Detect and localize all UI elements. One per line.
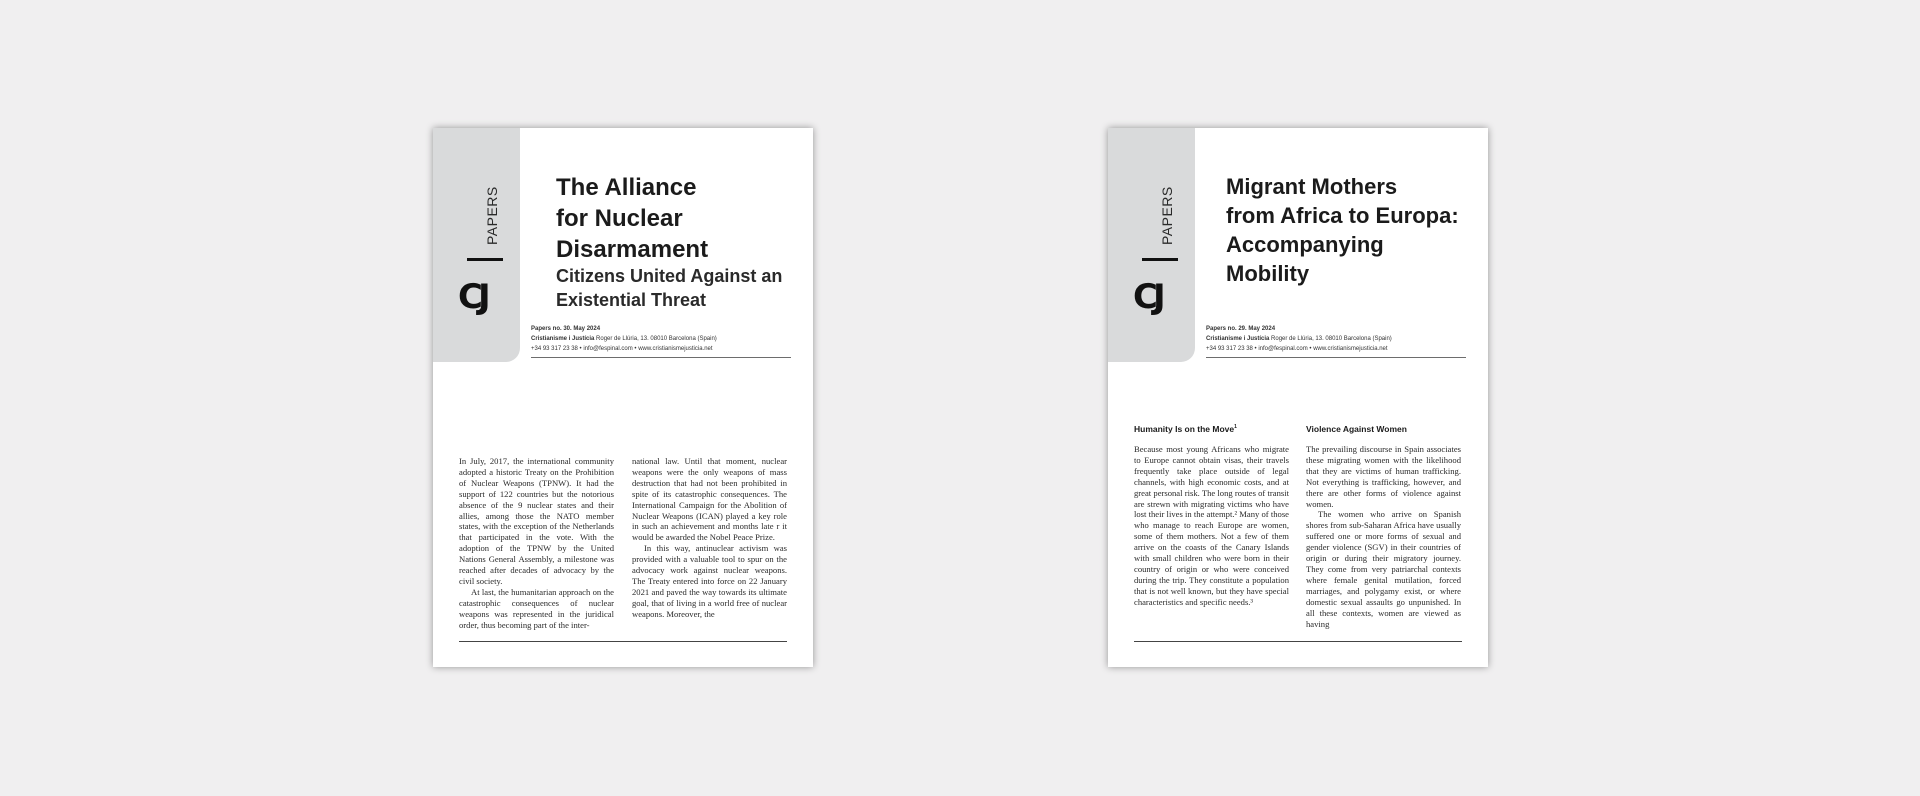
paragraph: national law. Until that moment, nuclear weapons were the only weapons of mass destruction that had not been prohibited in spite of its catastrophic consequences. The International Campaign for the Abolition of Nuclear Weapons (ICAN) played a key role in such an achievement and months late r it would be awarded the Nobel Peace Prize. <box>632 456 787 543</box>
paper-preview-migrant-mothers[interactable] <box>1108 128 1488 667</box>
paragraph: At last, the humanitarian approach on the catastrophic consequences of nuclear weapons was represented in the juridical order, thus becoming part of the inter- <box>459 586 614 630</box>
text-column-left <box>459 456 614 631</box>
papers-label: PAPERS <box>484 186 500 245</box>
subtitle-line: Existential Threat <box>556 290 707 310</box>
title-line: The Alliance <box>556 174 697 201</box>
cj-logo: CJ <box>1133 277 1161 317</box>
footnote-marker: 1 <box>1234 424 1237 431</box>
paragraph: The prevailing discourse in Spain associates these migrating women with the likelihood that they are victims of human trafficking. Not everything is trafficking, however, and there are other forms of violence against women. <box>1306 444 1461 509</box>
label-divider <box>467 258 503 261</box>
title-line: Accompanying <box>1226 232 1384 257</box>
section-heading-left <box>1134 424 1237 434</box>
text-column-left <box>1134 444 1289 608</box>
title-line: from Africa to Europa: <box>1226 203 1459 228</box>
section-heading-right: Violence Against Women <box>1306 424 1407 434</box>
text-column-right <box>1306 444 1461 629</box>
issue-number: Papers no. 29. May 2024 <box>1206 326 1276 332</box>
paper-preview-nuclear-disarmament[interactable] <box>433 128 813 667</box>
label-divider <box>1142 258 1178 261</box>
bottom-divider <box>459 641 787 642</box>
publication-info <box>531 324 791 358</box>
text-column-right <box>632 456 787 620</box>
publisher-address: Roger de Llúria, 13. 08010 Barcelona (Spain) <box>594 336 717 342</box>
publication-info <box>1206 324 1466 358</box>
paragraph: In July, 2017, the international community adopted a historic Treaty on the Prohibition of Nuclear Weapons (TPNW). It had the support of 122 countries but the notorious absence of the 9 nuclear states and their allies, among those the NATO member states, with the exception of the Netherlands that participated in the vote. With the adoption of the TPNW by the United Nations General Assembly, a milestone was reached after decades of advocacy by the civil society. <box>459 456 614 586</box>
title-line: Disarmament <box>556 236 709 263</box>
publisher-name: Cristianisme i Justícia <box>531 336 595 342</box>
paper-title <box>556 172 708 265</box>
publisher-name: Cristianisme i Justícia <box>1206 336 1270 342</box>
title-line: for Nuclear <box>556 205 683 232</box>
bottom-divider <box>1134 641 1462 642</box>
paragraph: In this way, antinuclear activism was provided with a valuable tool to spur on the advocacy work against nuclear weapons. The Treaty entered into force on 22 January 2021 and paved the way towards its ultimate goal, that of living in a world free of nuclear weapons. Moreover, the <box>632 543 787 619</box>
publisher-address: Roger de Llúria, 13. 08010 Barcelona (Spain) <box>1269 336 1392 342</box>
contact-line: +34 93 317 23 38 • info@fespinal.com • www.cristianismejusticia.net <box>1206 346 1388 352</box>
paper-title <box>1226 172 1459 288</box>
papers-label: PAPERS <box>1159 186 1175 245</box>
paper-subtitle <box>556 264 782 312</box>
paragraph: Because most young Africans who migrate to Europe cannot obtain visas, their travels frequently take place outside of legal channels, with high economic costs, and at great personal risk. The long routes of transit are strewn with migrating victims who have lost their lives in the attempt.² Many of those who manage to reach Europe are women, some of them mothers. Not a few of them arrive on the coasts of the Canary Islands with small children who were born in their country of origin or who were conceived during the trip. They constitute a population that is not well known, but they have special characteristics and specific needs.³ <box>1134 444 1289 607</box>
issue-number: Papers no. 30. May 2024 <box>531 326 601 332</box>
title-line: Migrant Mothers <box>1226 174 1398 199</box>
cj-logo: CJ <box>458 277 486 317</box>
subtitle-line: Citizens United Against an <box>556 266 783 286</box>
contact-line: +34 93 317 23 38 • info@fespinal.com • www.cristianismejusticia.net <box>531 346 713 352</box>
side-band <box>1108 128 1195 362</box>
heading-text: Humanity Is on the Move <box>1134 424 1235 434</box>
side-band <box>433 128 520 362</box>
title-line: Mobility <box>1226 261 1310 286</box>
paragraph: The women who arrive on Spanish shores from sub-Saharan Africa have usually suffered one or more forms of sexual and gender violence (SGV) in their countries of origin or during their migratory journey. They come from very patriarchal contexts where female genital mutilation, forced marriages, and polygamy exist, or where domestic sexual assaults go unpunished. In all these contexts, women are viewed as having <box>1306 509 1461 629</box>
